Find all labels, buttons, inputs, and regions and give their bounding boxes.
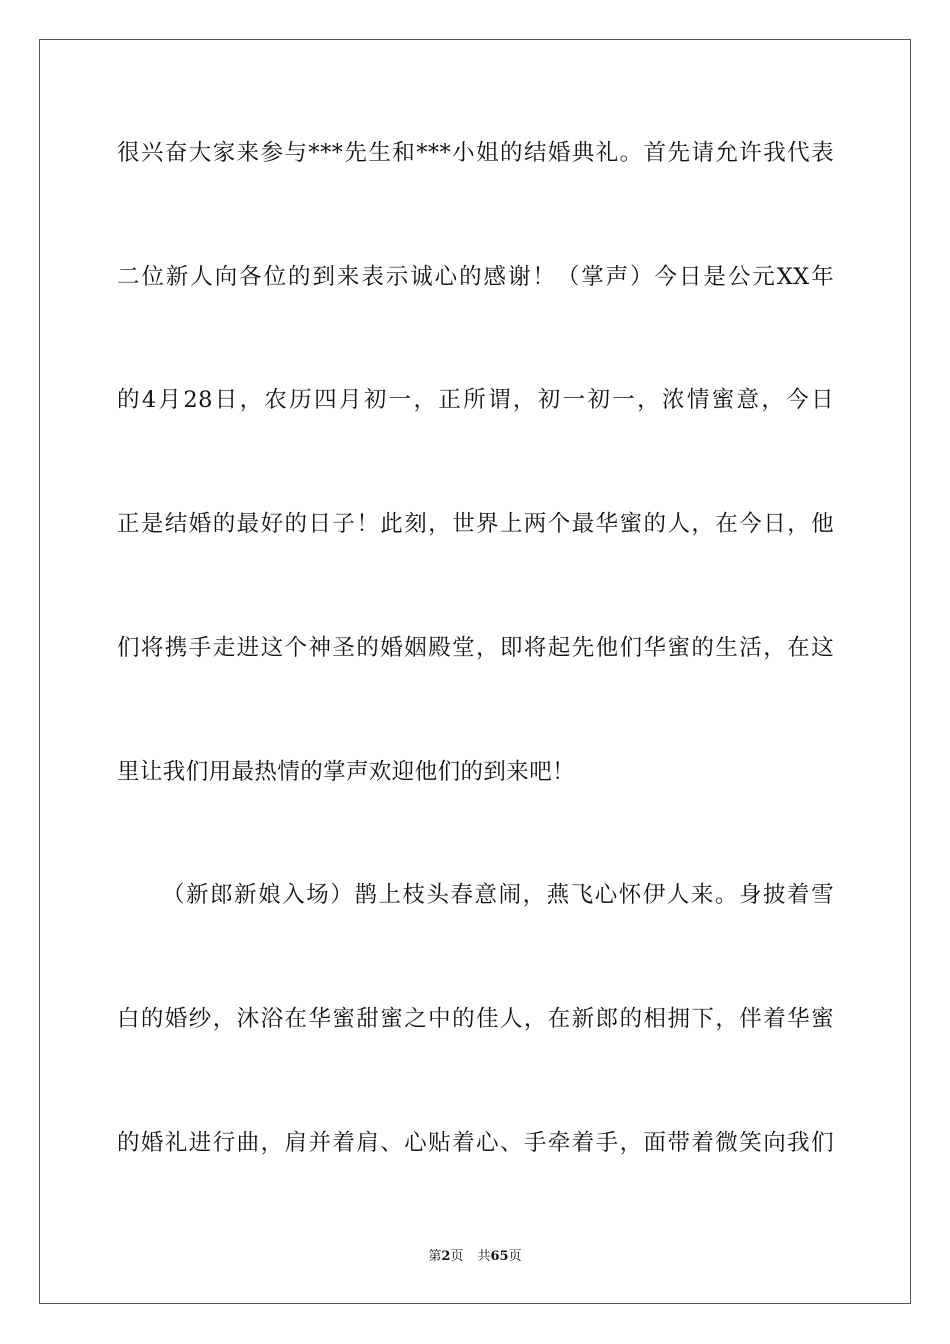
body-text-line-1: 很兴奋大家来参与***先生和***小姐的结婚典礼。首先请允许我代表 [117,140,834,166]
body-text-line-9: 的婚礼进行曲，肩并着肩、心贴着心、手牵着手，面带着微笑向我们 [117,1130,834,1156]
page-suffix: 页 [450,1249,464,1264]
page-number: 2 [441,1249,451,1264]
page-footer [0,1248,950,1266]
total-pages: 65 [490,1249,509,1264]
body-text-line-5: 们将携手走进这个神圣的婚姻殿堂，即将起先他们华蜜的生活，在这 [117,635,834,661]
body-text-line-3: 的4月28日，农历四月初一，正所谓，初一初一，浓情蜜意，今日 [117,387,834,413]
body-text-line-6: 里让我们用最热情的掌声欢迎他们的到来吧！ [117,759,576,785]
page-prefix: 第 [428,1249,442,1264]
body-text-line-8: 白的婚纱，沐浴在华蜜甜蜜之中的佳人，在新郎的相拥下，伴着华蜜 [117,1006,834,1032]
total-suffix: 页 [508,1249,522,1264]
body-text-line-2: 二位新人向各位的到来表示诚心的感谢！（掌声）今日是公元XX年 [117,264,834,290]
body-text-line-4: 正是结婚的最好的日子！此刻，世界上两个最华蜜的人，在今日，他 [117,511,834,537]
page-border [39,39,911,1304]
body-text-line-7: （新郎新娘入场）鹊上枝头春意闹，燕飞心怀伊人来。身披着雪 [162,882,834,908]
total-prefix: 共 [477,1249,491,1264]
